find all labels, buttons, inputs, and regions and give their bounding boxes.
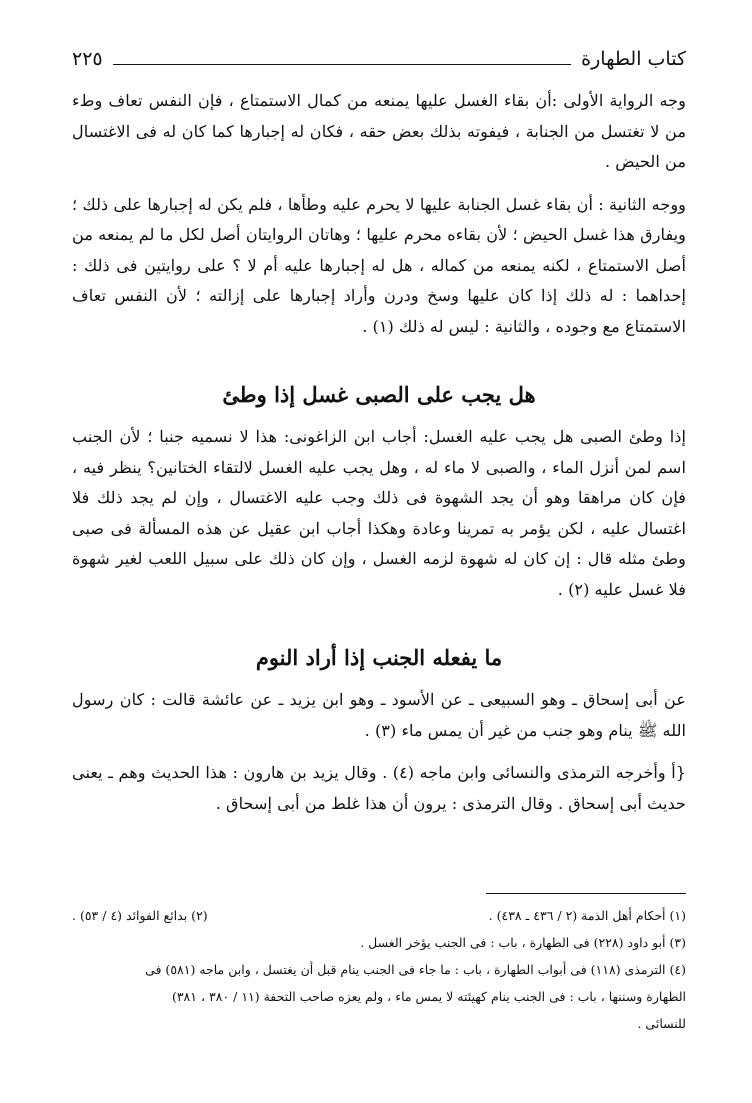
paragraph-first-narration: وجه الرواية الأولى :أن بقاء الغسل عليها يمنعه من كمال الاستمتاع ، فإن النفس تعاف وطء من لا تغتسل من الجنابة ، فيفوته بذلك بعض حقه ، فكان له إجبارها كما كان له فى الاغتسال من الحيض . [72,91,686,171]
section-heading-junub-sleep: ما يفعله الجنب إذا أراد النوم [255,645,503,670]
footnote-4-line-1: (٤) الترمذى (١١٨) فى أبواب الطهارة ، باب : ما جاء فى الجنب ينام قبل أن يغتسل ، وابن ماجه (٥٨١) فى [145,962,686,977]
footnote-separator [486,893,686,894]
footnotes [72,902,686,1037]
footnote-row-1-2 [72,902,686,929]
footnote-3: (٣) أبو داود (٢٢٨) فى الطهارة ، باب : فى الجنب يؤخر الغسل . [360,935,686,950]
header-rule [113,64,572,65]
section-heading-boy-ghusl: هل يجب على الصبى غسل إذا وطئ [222,382,536,407]
paragraph-boy-ghusl: إذا وطئ الصبى هل يجب عليه الغسل: أجاب ابن الزاغونى: هذا لا نسميه جنبا ؛ لأن الجنب اسم لمن أنزل الماء ، والصبى لا ماء له ، وهل يجب عليه الغسل لالتقاء الختانين؟ ينظر فيه ، فإن كان مراهقا وهو أن يجد الشهوة فى ذلك وجب عليه الاغتسال ، وإن لم يجد ذلك فلا اغتسال عليه ، لكن يؤمر به تمرينا وعادة وهكذا أجاب ابن عقيل عن هذه المسألة فى صبى وطئ مثله قال : إن كان له شهوة لزمه الغسل ، وإن كان ذلك على سبيل اللعب لغير شهوة فلا غسل عليه (٢) . [72,427,686,599]
footnote-2: (٢) بدائع الفوائد (٤ / ٥٣) . [72,908,208,923]
footnote-4-line-3: للنسائى . [637,1016,686,1031]
paragraph-hadith-grading: {أ وأخرجه الترمذى والنسائى وابن ماجه (٤) . وقال يزيد بن هارون : هذا الحديث وهم ـ يعنى حديث أبى إسحاق . وقال الترمذى : يرون أن هذا غلط من أبى إسحاق . [72,763,686,813]
footnote-1: (١) أحكام أهل الذمة (٢ / ٤٣٦ ـ ٤٣٨) . [488,908,686,923]
page-number: ٢٢٥ [72,48,103,70]
book-page [72,0,686,1103]
chapter-title: كتاب الطهارة [581,48,686,70]
main-text [72,86,686,831]
paragraph-aisha-hadith: عن أبى إسحاق ـ وهو السبيعى ـ عن الأسود ـ وهو ابن يزيد ـ عن عائشة قالت : كان رسول الله ﷺ ينام وهو جنب من غير أن يمس ماء (٣) . [72,690,686,740]
paragraph-second-narration: ووجه الثانية : أن بقاء غسل الجنابة عليها لا يحرم عليه وطأها ، فلم يكن له إجبارها على ذلك ؛ ويفارق هذا غسل الحيض ؛ لأن بقاءه محرم عليها ؛ وهاتان الروايتان أصل لكل ما لم يمنعه من أصل الاستمتاع ، لكنه يمنعه من كماله ، هل له إجبارها عليه أم لا ؟ على روايتين فى ذلك : إحداهما : له ذلك إذا كان عليها وسخ ودرن وأراد إجبارها على إزالته ؛ لأن النفس تعاف الاستمتاع مع وجوده ، والثانية : ليس له ذلك (١) . [72,194,687,336]
footnote-4-line-2: الطهارة وسننها ، باب : فى الجنب ينام كهيئته لا يمس ماء ، ولم يعزه صاحب التحفة (١١ / ٣٨٠ ، ٣٨١) [171,989,686,1004]
running-header [72,44,686,74]
